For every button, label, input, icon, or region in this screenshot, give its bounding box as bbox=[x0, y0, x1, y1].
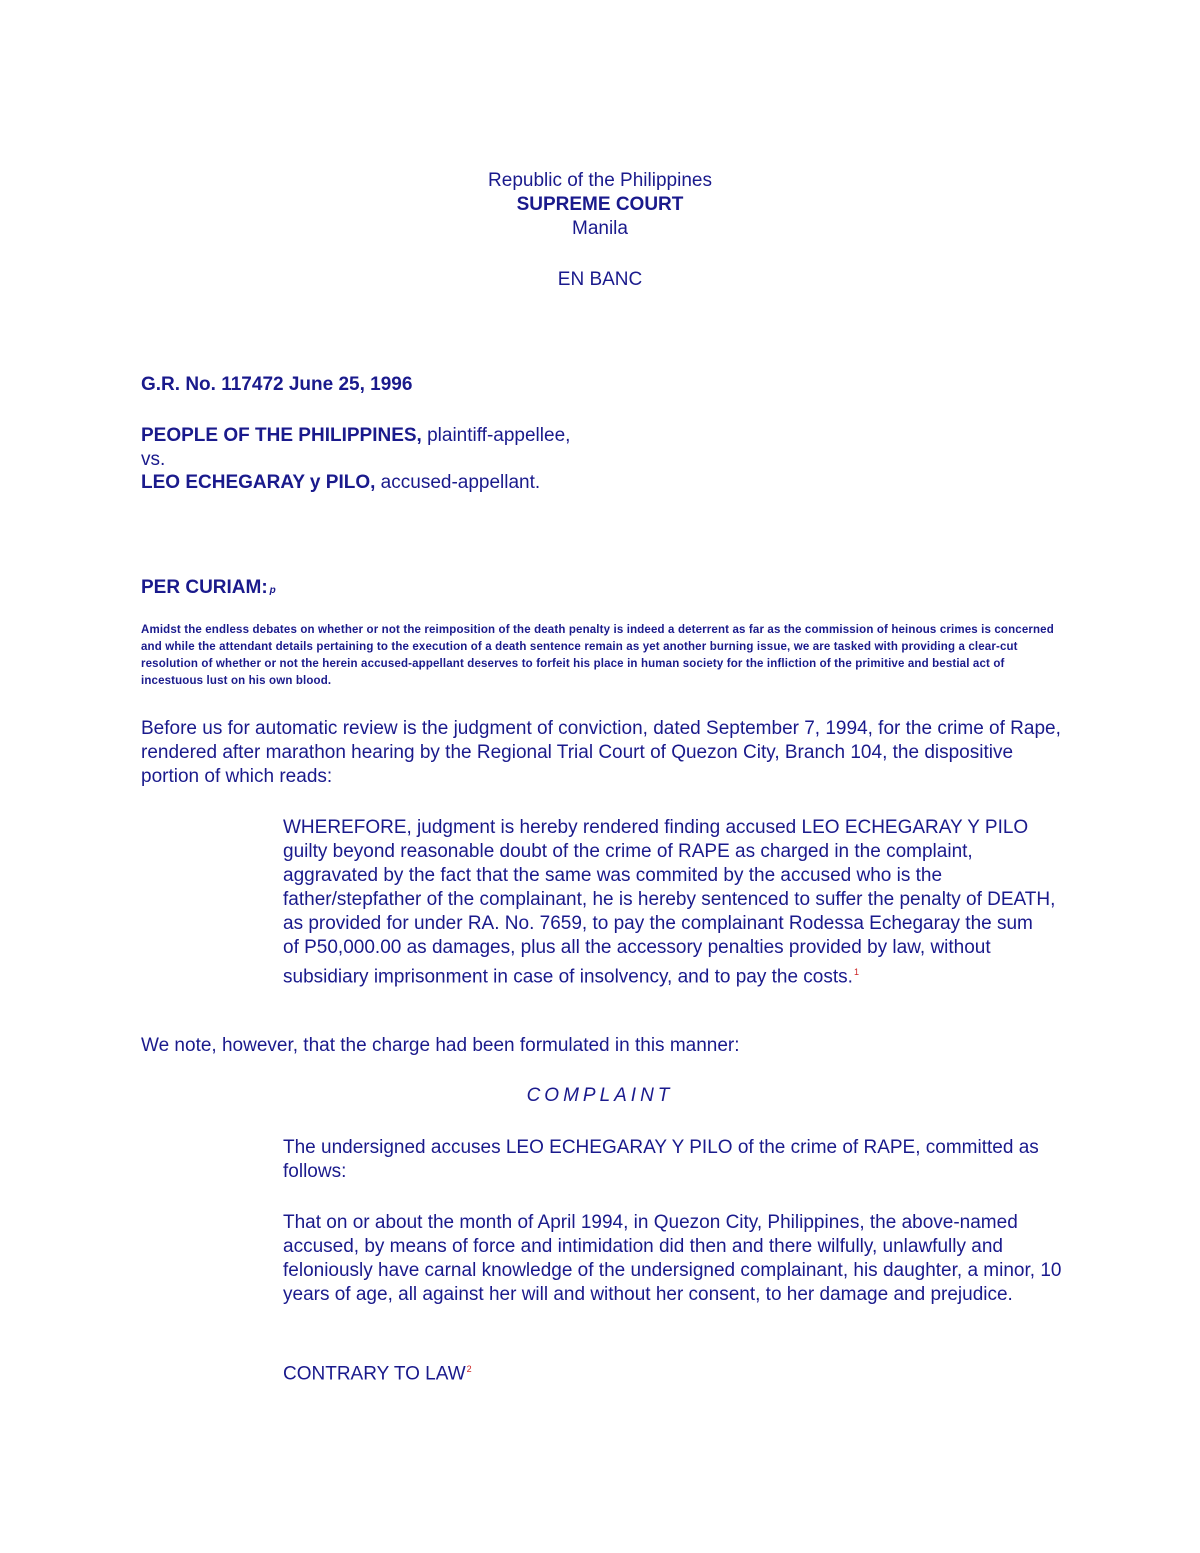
contrary-to-law-line bbox=[283, 1357, 1063, 1386]
plaintiff-name: PEOPLE OF THE PHILIPPINES, bbox=[141, 425, 422, 446]
complaint-intro: The undersigned accuses LEO ECHEGARAY Y PILO of the crime of RAPE, committed as follows: bbox=[283, 1137, 1039, 1182]
court-city: Manila bbox=[572, 218, 628, 239]
footnote-link-2[interactable]: 2 bbox=[466, 1364, 472, 1374]
summary-paragraph: Amidst the endless debates on whether or not the reimposition of the death penalty is indeed a deterrent as far as the commission of heinous crimes is concerned and while the attendant details pertaining to the execution of a death sentence remain as yet another burning issue, we are tasked with providing a clear-cut resolution of whether or not the herein accused-appellant deserves to forfeit his place in human society for the infliction of the primitive and bestial act of incestuous lust on his own blood. bbox=[141, 624, 1054, 687]
complaint-heading: COMPLAINT bbox=[526, 1085, 674, 1106]
quoted-judgment-part2-line bbox=[283, 936, 1063, 989]
court-name: SUPREME COURT bbox=[516, 194, 684, 215]
quoted-judgment-part2: of P50,000.00 as damages, plus all the accessory penalties provided by law, without subsidiary imprisonment in case of insolvency, and to pay the costs. bbox=[283, 937, 991, 988]
accused-role: accused-appellant. bbox=[375, 472, 541, 493]
republic-line: Republic of the Philippines bbox=[488, 170, 712, 191]
versus-label: vs. bbox=[141, 449, 166, 470]
division-label: EN BANC bbox=[557, 269, 643, 290]
paragraph-charge-note: We note, however, that the charge had been formulated in this manner: bbox=[141, 1035, 740, 1056]
gr-number-date: G.R. No. 117472 June 25, 1996 bbox=[141, 374, 413, 395]
quoted-judgment-part1: WHEREFORE, judgment is hereby rendered finding accused LEO ECHEGARAY Y PILO guilty beyond reasonable doubt of the crime of RAPE as charged in the complaint, aggravated by the fact that the same was commited by the accused who is the father/stepfather of the complainant, he is hereby sentenced to suffer the penalty of DEATH, as provided for under RA. No. 7659, to pay the complainant Rodessa Echegaray the sum bbox=[283, 817, 1056, 934]
contrary-to-law: CONTRARY TO LAW bbox=[283, 1363, 466, 1385]
complaint-body: That on or about the month of April 1994, in Quezon City, Philippines, the above-named accused, by means of force and intimidation did then and there wilfully, unlawfully and feloniously have carnal knowledge of the undersigned complainant, his daughter, a minor, 10 years of age, all against her will and without her consent, to her damage and prejudice. bbox=[283, 1212, 1062, 1305]
paragraph-automatic-review: Before us for automatic review is the judgment of conviction, dated September 7, 1994, for the crime of Rape, rendered after marathon hearing by the Regional Trial Court of Quezon City, Branch 104, the dispositive portion of which reads: bbox=[141, 718, 1061, 787]
per-curiam-mark: p bbox=[269, 585, 276, 596]
per-curiam-heading bbox=[141, 576, 1061, 603]
accused-line bbox=[141, 471, 1061, 495]
footnote-link-1[interactable]: 1 bbox=[853, 967, 859, 977]
per-curiam-text: PER CURIAM: bbox=[141, 577, 268, 598]
plaintiff-line bbox=[141, 424, 1061, 448]
quoted-judgment bbox=[283, 816, 1063, 989]
plaintiff-role: plaintiff-appellee, bbox=[421, 425, 571, 446]
accused-name: LEO ECHEGARAY y PILO, bbox=[141, 472, 376, 493]
